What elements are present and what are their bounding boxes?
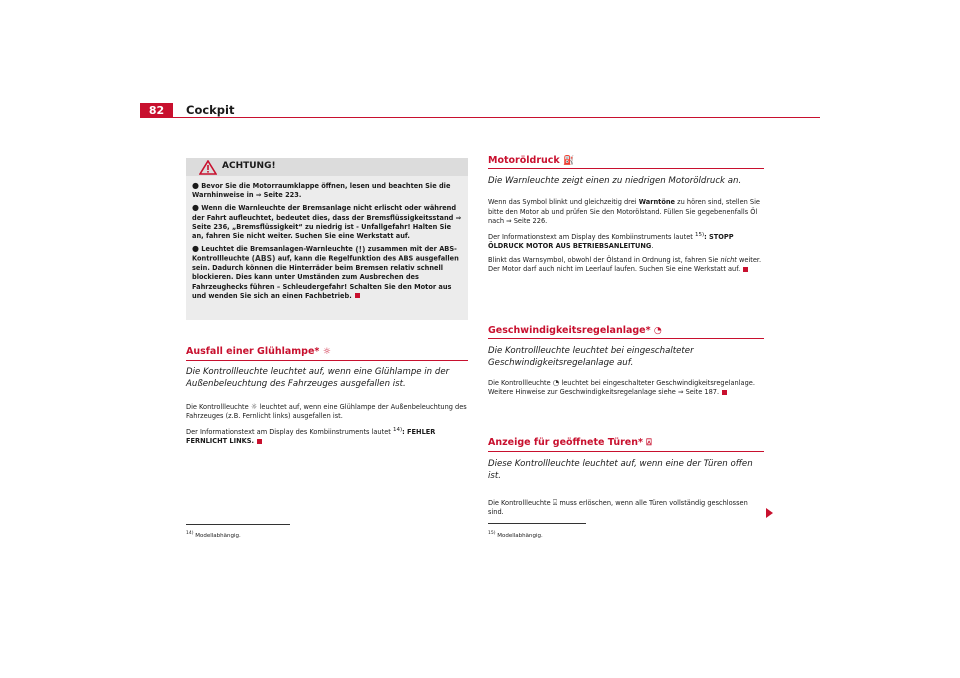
speedometer-icon: ◔ [552, 378, 560, 387]
warning-item: ● Wenn die Warnleuchte der Bremsanlage nicht erlischt oder während der Fahrt aufleuchtet, bedeutet dies, dass der Bremsflüssigkeitsstand ⇒ Seite 236, „Bremsflüssigkeit“ zu niedrig ist - Unfallgefahr! Halten Sie an, fahren Sie nicht weiter. Suchen Sie eine Werkstatt auf. [192, 203, 462, 241]
oil-can-icon: ⛽ [563, 155, 575, 166]
warning-item: ● Bevor Sie die Motorraumklappe öffnen, lesen und beachten Sie die Warnhinweise in ⇒ Seite 223. [192, 181, 451, 200]
bulb-failure-icon: ☼ [250, 402, 258, 411]
section-lead: Die Warnleuchte zeigt einen zu niedrigen Motoröldruck an. [488, 176, 742, 186]
footnote-rule [186, 524, 290, 525]
warning-box [186, 158, 468, 320]
open-door-icon: ⍓ [552, 498, 558, 507]
open-door-icon: ⍓ [646, 437, 652, 448]
warning-header [186, 158, 468, 176]
bulb-failure-icon: ☼ [322, 346, 331, 357]
section-rule [488, 451, 764, 452]
footnote-rule [488, 523, 586, 524]
section-body: Die Kontrollleuchte ☼ leuchtet auf, wenn eine Glühlampe der Außenbeleuchtung des Fahrzeuges (z.B. Fernlicht links) ausgefallen ist. Der Informationstext am Display des Kombiinstruments lautet $^{14)}$: FEHLER FERNLICHT LINKS. [186, 402, 467, 446]
end-marker [355, 293, 360, 298]
chapter-title: Cockpit [186, 103, 235, 117]
section-lead: Die Kontrollleuchte leuchtet bei eingeschalteter Geschwindigkeitsregelanlage auf. [488, 346, 694, 368]
header-rule [140, 117, 820, 118]
next-page-arrow-icon[interactable] [766, 508, 773, 518]
brake-warning-icon: (!) [355, 244, 366, 254]
section-rule [488, 168, 764, 169]
footnote: $^{15)}$ Modellabhängig. [488, 531, 543, 539]
section-rule [488, 338, 764, 339]
section-title-doors: Anzeige für geöffnete Türen* ⍓ [488, 437, 652, 448]
abs-icon: (ABS) [251, 254, 276, 264]
warning-triangle-icon [199, 160, 217, 175]
end-marker [722, 390, 727, 395]
section-title-oil: Motoröldruck ⛽ [488, 155, 575, 166]
page-number: 82 [140, 103, 173, 118]
warning-body [192, 181, 464, 304]
section-rule [186, 360, 468, 361]
section-title-cruise: Geschwindigkeitsregelanlage* ◔ [488, 325, 662, 336]
warning-title: ACHTUNG! [222, 161, 276, 171]
warning-item: ● Leuchtet die Bremsanlagen-Warnleuchte (!) zusammen mit der ABS-Kontrollleuchte (ABS) auf, kann die Regelfunktion des ABS ausgefallen sein. Dadurch können die Hinterräder beim Bremsen relativ schnell blockieren. Dies kann unter Umständen zum Ausbrechen des Fahrzeughecks führen – Schleudergefahr! Schalten Sie den Motor aus und wenden Sie sich an einen Fachbetrieb. [192, 244, 459, 300]
speedometer-icon: ◔ [653, 325, 662, 336]
section-title-bulb: Ausfall einer Glühlampe* ☼ [186, 346, 331, 357]
end-marker [257, 439, 262, 444]
footnote: $^{14)}$ Modellabhängig. [186, 531, 241, 539]
section-body: Die Kontrollleuchte ◔ leuchtet bei eingeschalteter Geschwindigkeitsregelanlage. Weitere Hinweise zur Geschwindigkeitsregelanlage siehe ⇒ Seite 187. [488, 378, 755, 397]
section-body: Die Kontrollleuchte ⍓ muss erlöschen, wenn alle Türen vollständig geschlossen sind. [488, 498, 748, 517]
section-body: Wenn das Symbol blinkt und gleichzeitig drei Warntöne zu hören sind, stellen Sie bitte den Motor ab und prüfen Sie den Motorölstand. Füllen Sie gegebenenfalls Öl nach ⇒ Seite 226. Der Informationstext am Display des Kombiinstruments lautet $^{15)}$: STOPP ÖLDRUCK MOTOR AUS BETRIEBSANLEITUNG. Blinkt das Warnsymbol, obwohl der Ölstand in Ordnung ist, fahren Sie nicht weiter. Der Motor darf auch nicht im Leerlauf laufen. Suchen Sie eine Werkstatt auf. [488, 198, 762, 274]
section-lead: Die Kontrollleuchte leuchtet auf, wenn eine Glühlampe in der Außenbeleuchtung des Fahrzeuges ausgefallen ist. [186, 367, 450, 389]
section-lead: Diese Kontrollleuchte leuchtet auf, wenn eine der Türen offen ist. [488, 459, 753, 481]
end-marker [743, 267, 748, 272]
